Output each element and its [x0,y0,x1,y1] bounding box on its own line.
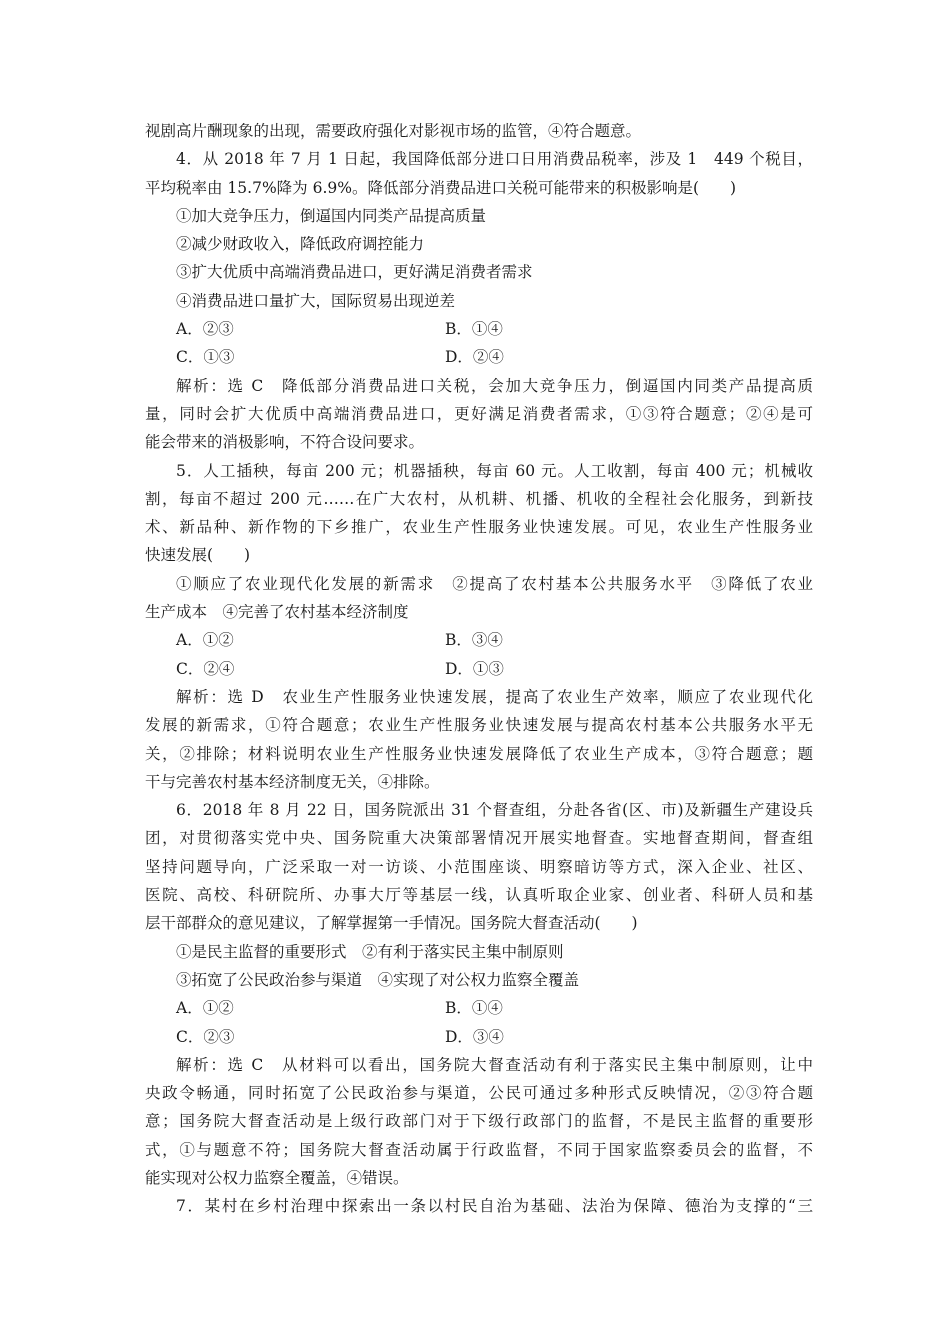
q5-analysis-line: 干与完善农村基本经济制度无关，④排除。 [145,772,440,791]
q4-stem-line: 平均税率由 15.7%降为 6.9%。降低部分消费品进口关税可能带来的积极影响是( ) [145,178,737,197]
q5-stem-line: 割，每亩不超过 200 元……在广大农村，从机耕、机播、机收的全程社会化服务，到新技 [145,489,813,508]
intro-line: 视剧高片酬现象的出现，需要政府强化对影视市场的监管，④符合题意。 [145,122,642,140]
q5-options-row [145,655,813,683]
q6-option-a: A．①② [176,999,234,1018]
q6-options-row [145,994,813,1022]
q6-analysis-line: 意；国务院大督查活动是上级行政部门对于下级行政部门的监督，不是民主监督的重要形 [145,1112,813,1131]
q5-stem-line: 快速发展( ) [145,546,251,565]
q6-item: ①是民主监督的重要形式 ②有利于落实民主集中制原则 [176,942,564,961]
q5-options-row [145,626,813,654]
q5-option-a: A．①② [176,631,234,650]
q5-stem-line: 术、新品种、新作物的下乡推广，农业生产性服务业快速发展。可见，农业生产性服务业 [145,518,813,537]
q6-analysis-line: 能实现对公权力监察全覆盖，④错误。 [145,1168,409,1187]
question-4 [145,145,813,456]
q5-option-b: B．③④ [445,631,503,650]
q6-stem-line: 团，对贯彻落实党中央、国务院重大决策部署情况开展实地督查。实地督查期间，督查组 [145,829,813,848]
q6-stem-line: 6．2018 年 8 月 22 日，国务院派出 31 个督查组，分赴各省(区、市)及新疆生产建设兵 [176,801,813,820]
q6-options-row [145,1023,813,1051]
q5-item: ①顺应了农业现代化发展的新需求 ②提高了农村基本公共服务水平 ③降低了农业 [176,574,813,593]
q5-option-d: D．①③ [445,659,504,678]
q6-analysis-line: 式，①与题意不符；国务院大督查活动属于行政监督，不同于国家监察委员会的监督，不 [145,1140,813,1159]
q4-analysis-line: 解析：选 C 降低部分消费品进口关税，会加大竞争压力，倒逼国内同类产品提高质 [176,376,813,395]
question-7 [145,1192,813,1220]
q6-stem-line: 医院、高校、科研院所、办事大厅等基层一线，认真听取企业家、创业者、科研人员和基 [145,886,813,905]
q4-analysis-line: 量，同时会扩大优质中高端消费品进口，更好满足消费者需求，①③符合题意；②④是可 [145,404,813,423]
q6-option-c: C．②③ [176,1027,235,1046]
q5-analysis-line: 发展的新需求，①符合题意；农业生产性服务业快速发展与提高农村基本公共服务水平无 [145,716,813,735]
question-6 [145,796,813,1192]
q6-stem-line: 层干部群众的意见建议，了解掌握第一手情况。国务院大督查活动( ) [145,914,638,933]
q6-option-b: B．①④ [445,999,503,1018]
q4-stem-line: 4．从 2018 年 7 月 1 日起，我国降低部分进口日用消费品税率，涉及 1 449 个税目， [176,150,813,169]
q4-options-row [145,315,813,343]
document-body [145,117,813,1221]
q4-option-d: D．②④ [445,348,504,367]
question-5 [145,457,813,797]
q5-option-c: C．②④ [176,659,235,678]
q5-analysis-line: 解析：选 D 农业生产性服务业快速发展，提高了农业生产效率，顺应了农业现代化 [176,687,813,706]
q6-analysis-line: 央政令畅通，同时拓宽了公民政治参与渠道，公民可通过多种形式反映情况，②③符合题 [145,1084,813,1103]
q5-analysis-line: 关，②排除；材料说明农业生产性服务业快速发展降低了农业生产成本，③符合题意；题 [145,744,813,763]
q5-item: 生产成本 ④完善了农村基本经济制度 [145,603,409,622]
q6-item: ③拓宽了公民政治参与渠道 ④实现了对公权力监察全覆盖 [176,970,580,989]
q6-analysis-line: 解析：选 C 从材料可以看出，国务院大督查活动有利于落实民主集中制原则，让中 [176,1055,813,1074]
q4-item: ④消费品进口量扩大，国际贸易出现逆差 [176,291,456,310]
q6-stem-line: 坚持问题导向，广泛采取一对一访谈、小范围座谈、明察暗访等方式，深入企业、社区、 [145,857,813,876]
q5-stem-line: 5．人工插秧，每亩 200 元；机器插秧，每亩 60 元。人工收割，每亩 400 元；机械收 [176,461,813,480]
q4-options-row [145,343,813,371]
q4-item: ②减少财政收入，降低政府调控能力 [176,235,425,254]
q7-stem-line: 7．某村在乡村治理中探索出一条以村民自治为基础、法治为保障、德治为支撑的“三 [176,1197,813,1216]
q4-analysis-line: 能会带来的消极影响，不符合设问要求。 [145,433,425,452]
q6-option-d: D．③④ [445,1027,504,1046]
q4-item: ①加大竞争压力，倒逼国内同类产品提高质量 [176,206,487,225]
q4-option-c: C．①③ [176,348,235,367]
q4-option-a: A．②③ [176,320,234,339]
q4-option-b: B．①④ [445,320,503,339]
q4-item: ③扩大优质中高端消费品进口，更好满足消费者需求 [176,263,533,282]
